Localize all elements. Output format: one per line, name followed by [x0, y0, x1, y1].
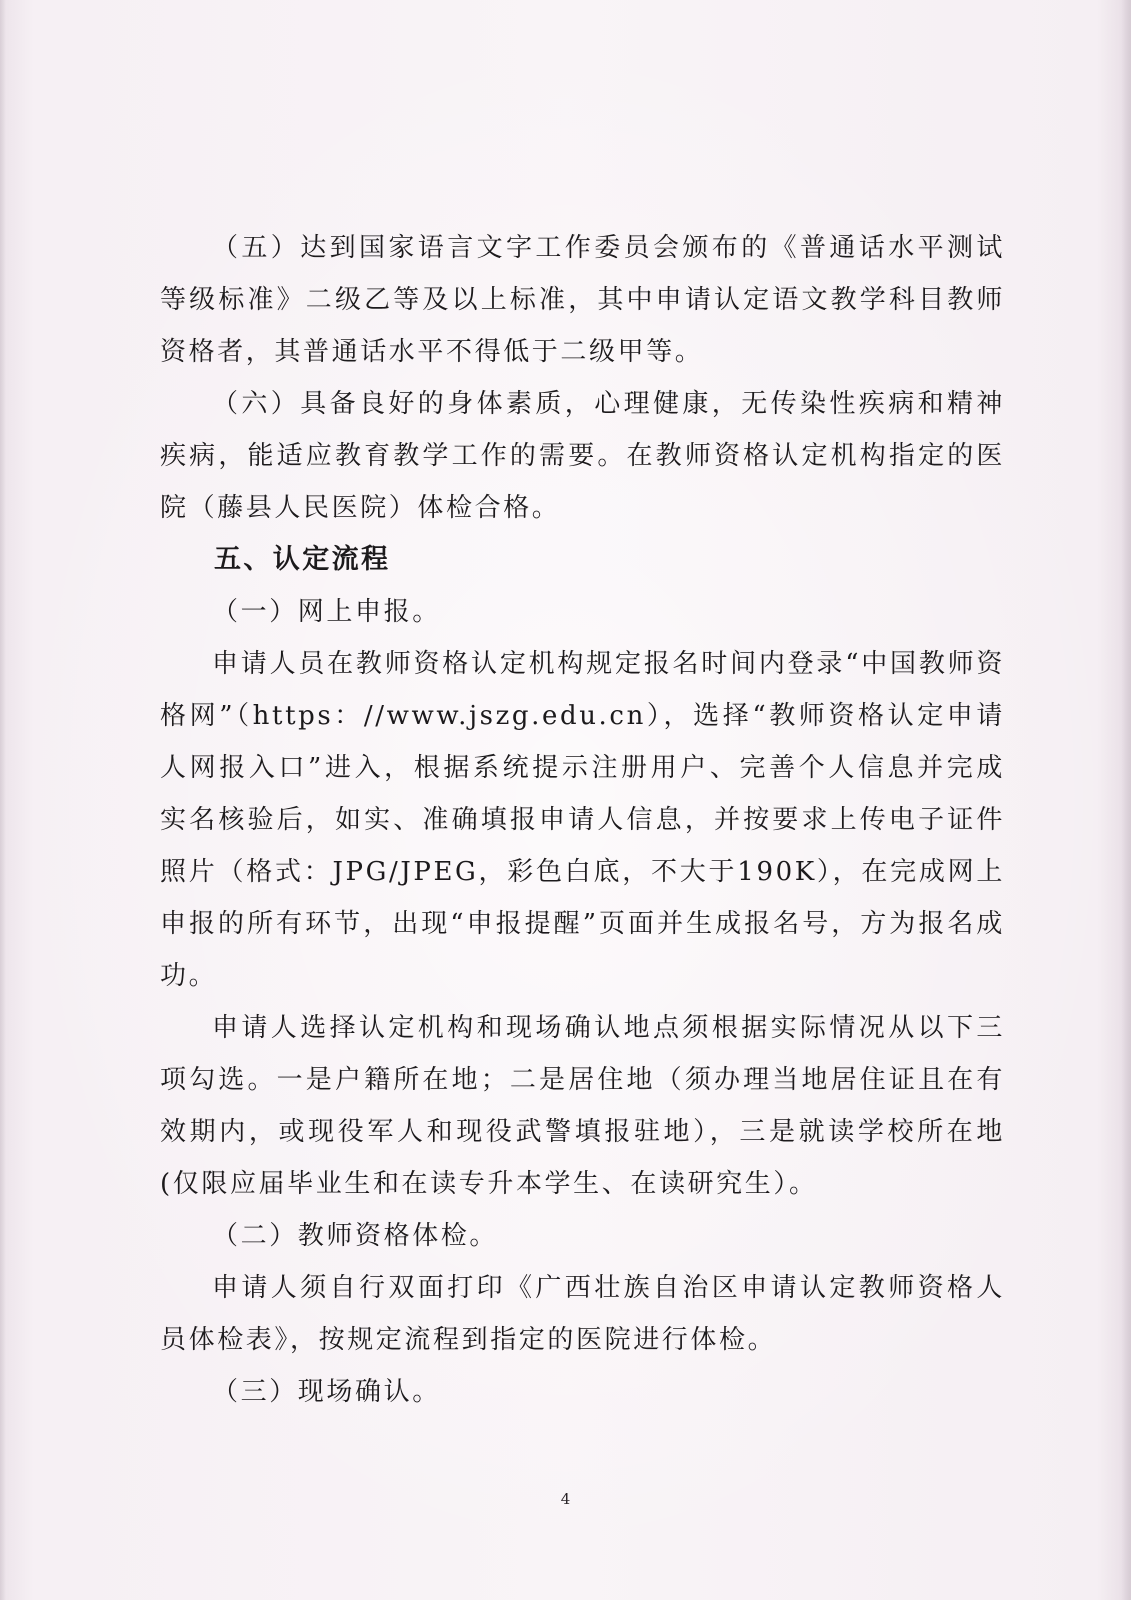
scan-edge-left — [0, 0, 6, 1600]
subheading-online-application: （一）网上申报。 — [212, 597, 441, 627]
document-body — [160, 222, 1005, 1418]
paragraph-location-selection: 申请人选择认定机构和现场确认地点须根据实际情况从以下三项勾选。一是户籍所在地；二是居住地（须办理当地居住证且在有效期内，或现役军人和现役武警填报驻地），三是就读学校所在地(仅限应届毕业生和在读专升本学生、在读研究生）。 — [160, 1013, 1005, 1199]
subheading-onsite-confirmation: （三）现场确认。 — [212, 1377, 441, 1407]
paragraph-online-application: 申请人员在教师资格认定机构规定报名时间内登录“中国教师资格网”（https：//www.jszg.edu.cn），选择“教师资格认定申请人网报入口”进入，根据系统提示注册用户、完善个人信息并完成实名核验后，如实、准确填报申请人信息，并按要求上传电子证件照片（格式：JPG/JPEG，彩色白底，不大于190K），在完成网上申报的所有环节，出现“申报提醒”页面并生成报名号，方为报名成功。 — [160, 649, 1005, 991]
paragraph-medical-exam: 申请人须自行双面打印《广西壮族自治区申请认定教师资格人员体检表》，按规定流程到指定的医院进行体检。 — [160, 1273, 1005, 1355]
subheading-medical-exam: （二）教师资格体检。 — [212, 1221, 499, 1251]
page-number: 4 — [560, 1490, 571, 1508]
section-heading-process: 五、认定流程 — [214, 544, 391, 575]
scan-edge-right — [1121, 0, 1131, 1600]
paragraph-requirement-5: （五）达到国家语言文字工作委员会颁布的《普通话水平测试等级标准》二级乙等及以上标准，其中申请认定语文教学科目教师资格者，其普通话水平不得低于二级甲等。 — [160, 233, 1005, 367]
paragraph-requirement-6: （六）具备良好的身体素质，心理健康，无传染性疾病和精神疾病，能适应教育教学工作的需要。在教师资格认定机构指定的医院（藤县人民医院）体检合格。 — [160, 389, 1005, 523]
